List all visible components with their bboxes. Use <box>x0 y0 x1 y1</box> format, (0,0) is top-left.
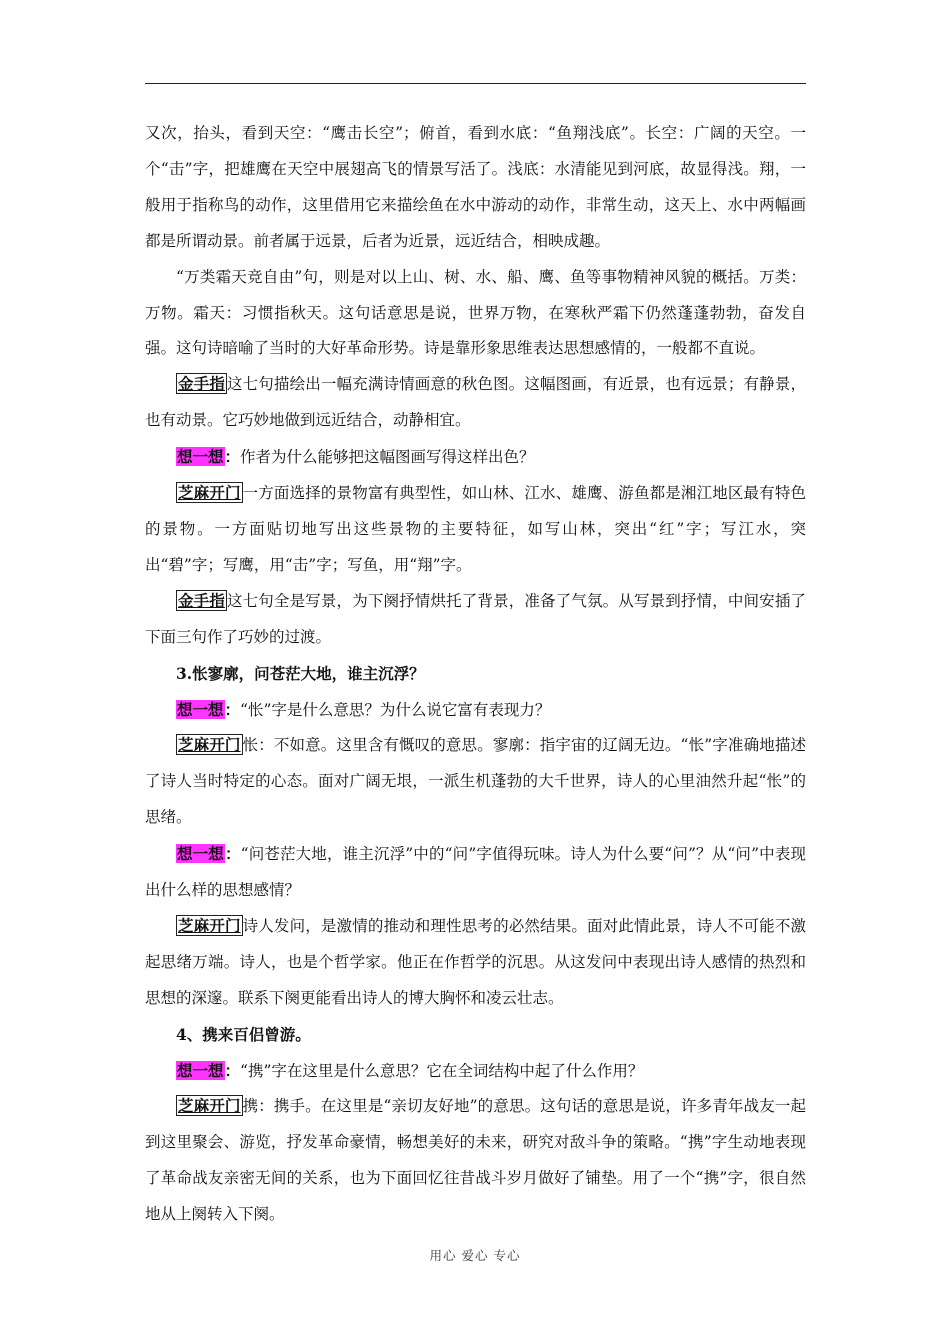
paragraph-text: “问苍茫大地，谁主沉浮”中的“问”字值得玩味。诗人为什么要“问”？从“问”中表现出什么样的思想感情？ <box>145 845 806 900</box>
question-paragraph <box>145 439 806 476</box>
document-body <box>145 116 806 1233</box>
section-heading: 3.怅寥廓，问苍茫大地，谁主沉浮？ <box>176 663 425 683</box>
page-footer: 用心 爱心 专心 <box>429 1248 521 1263</box>
answer-paragraph <box>145 1089 806 1233</box>
answer-tag: 芝麻开门 <box>178 915 241 935</box>
paragraph-text: “怅”字是什么意思？为什么说它富有表现力？ <box>240 700 551 719</box>
answer-tag: 金手指 <box>178 374 225 394</box>
tag-colon: ： <box>224 844 241 864</box>
tag-colon: ： <box>224 447 241 467</box>
paragraph-text: 携：携手。在这里是“亲切友好地”的意思。这句话的意思是说，许多青年战友一起到这里聚会、游览，抒发革命豪情，畅想美好的未来，研究对敌斗争的策略。“携”字生动地表现了革命战友亲密无间的关系，也为下面回忆往昔战斗岁月做好了铺垫。用了一个“携”字，很自然地从上阕转入下阕。 <box>145 1097 806 1224</box>
section-heading: 4、携来百侣曾游。 <box>176 1024 311 1044</box>
question-tag: 想一想 <box>177 1060 224 1080</box>
header-rule <box>145 83 806 84</box>
question-tag: 想一想 <box>177 699 224 719</box>
paragraph-text: 作者为什么能够把这幅图画写得这样出色？ <box>240 448 535 467</box>
answer-paragraph <box>145 476 806 584</box>
answer-tag: 金手指 <box>178 590 225 610</box>
paragraph-text: “携”字在这里是什么意思？它在全词结构中起了什么作用？ <box>240 1061 644 1080</box>
tag-colon: ： <box>224 699 241 719</box>
answer-paragraph <box>145 909 806 1017</box>
answer-tag: 芝麻开门 <box>178 1096 241 1116</box>
paragraph-text: 怅：不如意。这里含有慨叹的意思。寥廓：指宇宙的辽阔无边。“怅”字准确地描述了诗人当时特定的心态。面对广阔无垠，一派生机蓬勃的大千世界，诗人的心里油然升起“怅”的思绪。 <box>145 736 806 827</box>
question-paragraph <box>145 836 806 909</box>
body-paragraph: 又次，抬头，看到天空：“鹰击长空”；俯首，看到水底：“鱼翔浅底”。长空：广阔的天空。一个“击”字，把雄鹰在天空中展翅高飞的情景写活了。浅底：水清能见到河底，故显得浅。翔，一般用于指称鸟的动作，这里借用它来描绘鱼在水中游动的动作，非常生动，这天上、水中两幅画都是所谓动景。前者属于远景，后者为近景，远近结合，相映成趣。 <box>145 124 806 250</box>
answer-paragraph <box>145 584 806 656</box>
tag-colon: ： <box>224 1060 241 1080</box>
answer-tag: 芝麻开门 <box>178 483 241 503</box>
answer-tag: 芝麻开门 <box>178 735 241 755</box>
body-paragraph: “万类霜天竞自由”句，则是对以上山、树、水、船、鹰、鱼等事物精神风貌的概括。万类：万物。霜天：习惯指秋天。这句话意思是说，世界万物，在寒秋严霜下仍然蓬蓬勃勃，奋发自强。这句诗暗喻了当时的大好革命形势。诗是靠形象思维表达思想感情的，一般都不直说。 <box>145 267 806 358</box>
answer-paragraph <box>145 367 806 439</box>
paragraph-text: 这七句描绘出一幅充满诗情画意的秋色图。这幅图画，有近景，也有远景；有静景，也有动景。它巧妙地做到远近结合，动静相宜。 <box>145 375 806 430</box>
paragraph-text: 一方面选择的景物富有典型性，如山林、江水、雄鹰、游鱼都是湘江地区最有特色的景物。一方面贴切地写出这些景物的主要特征，如写山林，突出“红”字；写江水，突出“碧”字；写鹰，用“击”字；写鱼，用“翔”字。 <box>145 484 806 574</box>
paragraph-text: 这七句全是写景，为下阕抒情烘托了背景，准备了气氛。从写景到抒情，中间安插了下面三句作了巧妙的过渡。 <box>145 591 806 646</box>
question-tag: 想一想 <box>177 844 224 864</box>
question-paragraph <box>145 692 806 729</box>
question-tag: 想一想 <box>177 447 224 467</box>
question-paragraph <box>145 1053 806 1090</box>
answer-paragraph <box>145 728 806 836</box>
paragraph-text: 诗人发问，是激情的推动和理性思考的必然结果。面对此情此景，诗人不可能不激起思绪万端。诗人，也是个哲学家。他正在作哲学的沉思。从这发问中表现出诗人感情的热烈和思想的深邃。联系下阕更能看出诗人的博大胸怀和凌云壮志。 <box>145 916 806 1007</box>
